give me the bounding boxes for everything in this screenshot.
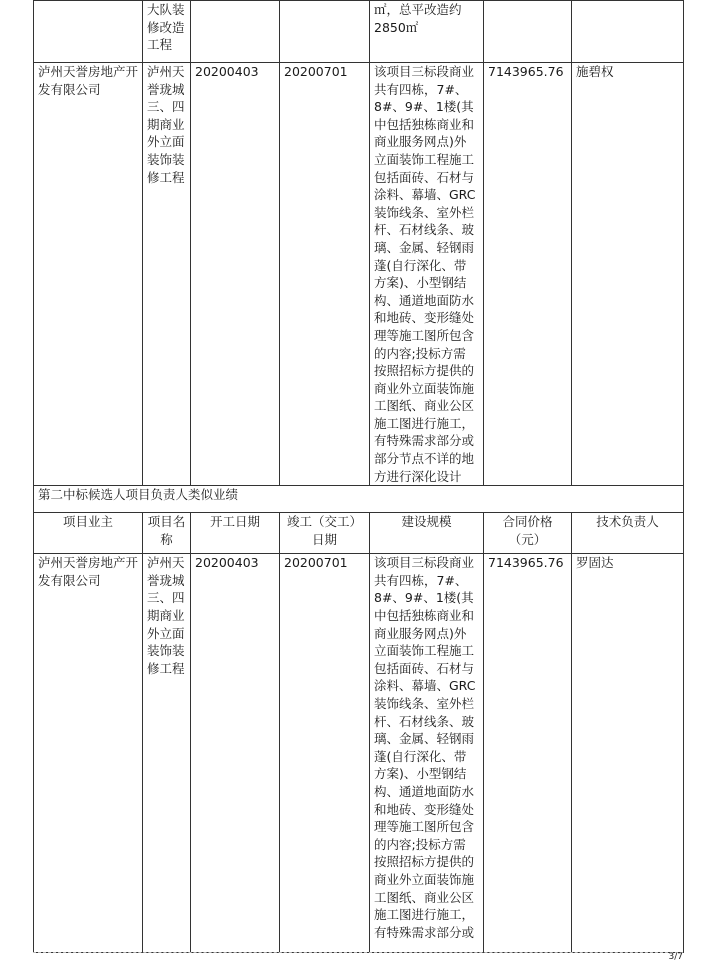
- completion-date-cell: 20200701: [280, 554, 370, 953]
- person-cell: 施碧权: [572, 63, 684, 486]
- scale-cell: 该项目三标段商业 共有四栋，7#、 8#、9#、1楼(其 中包括独栋商业和 商业服务网点)外 立面装饰工程施工 包括面砖、石材与 涂料、幕墙、GRC 装饰线条、室外栏 杆、石材线条、玻 璃、金属、轻钢雨 蓬(自行深化、带 方案)、小型钢结 构、通道地面防水 和地砖、变形缝处 理等施工图所包含 的内容;投标方需 按照招标方提供的 商业外立面装饰施 工图纸、商业公区 施工图进行施工， 有特殊需求部分或: [370, 554, 484, 953]
- section-title: 第二中标候选人项目负责人类似业绩: [34, 486, 684, 513]
- start-date-cell: 20200403: [191, 63, 280, 486]
- table-row: [34, 1, 684, 63]
- owner-cell: 泸州天誉房地产开发有限公司: [34, 63, 143, 486]
- price-cell: 7143965.76: [484, 554, 572, 953]
- table-row: [34, 554, 684, 953]
- scale-cell: ㎡，总平改造约 2850㎡: [370, 1, 484, 63]
- header-owner: 项目业主: [34, 513, 143, 554]
- section-row: [34, 486, 684, 513]
- project-name-cell: 泸州天 誉珑城 三、四 期商业 外立面 装饰装 修工程: [143, 63, 191, 486]
- header-price: 合同价格 （元）: [484, 513, 572, 554]
- person-cell: [572, 1, 684, 63]
- header-completion-date: 竣工（交工） 日期: [280, 513, 370, 554]
- owner-cell: 泸州天誉房地产开发有限公司: [34, 554, 143, 953]
- completion-date-cell: [280, 1, 370, 63]
- project-name-cell: 大队装 修改造 工程: [143, 1, 191, 63]
- table-row: [34, 63, 684, 486]
- start-date-cell: 20200403: [191, 554, 280, 953]
- page-number: 3/7: [668, 952, 683, 963]
- page-bottom-rule: [33, 952, 683, 953]
- price-cell: 7143965.76: [484, 63, 572, 486]
- scale-cell: 该项目三标段商业 共有四栋，7#、 8#、9#、1楼(其 中包括独栋商业和 商业服务网点)外 立面装饰工程施工 包括面砖、石材与 涂料、幕墙、GRC 装饰线条、室外栏 杆、石材线条、玻 璃、金属、轻钢雨 蓬(自行深化、带 方案)、小型钢结 构、通道地面防水 和地砖、变形缝处 理等施工图所包含 的内容;投标方需 按照招标方提供的 商业外立面装饰施 工图纸、商业公区 施工图进行施工， 有特殊需求部分或 部分节点不详的地 方进行深化设计: [370, 63, 484, 486]
- header-project-name: 项目名 称: [143, 513, 191, 554]
- header-person: 技术负责人: [572, 513, 684, 554]
- header-scale: 建设规模: [370, 513, 484, 554]
- header-start-date: 开工日期: [191, 513, 280, 554]
- owner-cell: [34, 1, 143, 63]
- header-row: [34, 513, 684, 554]
- completion-date-cell: 20200701: [280, 63, 370, 486]
- start-date-cell: [191, 1, 280, 63]
- project-name-cell: 泸州天 誉珑城 三、四 期商业 外立面 装饰装 修工程: [143, 554, 191, 953]
- performance-table: [33, 0, 684, 953]
- price-cell: [484, 1, 572, 63]
- person-cell: 罗固达: [572, 554, 684, 953]
